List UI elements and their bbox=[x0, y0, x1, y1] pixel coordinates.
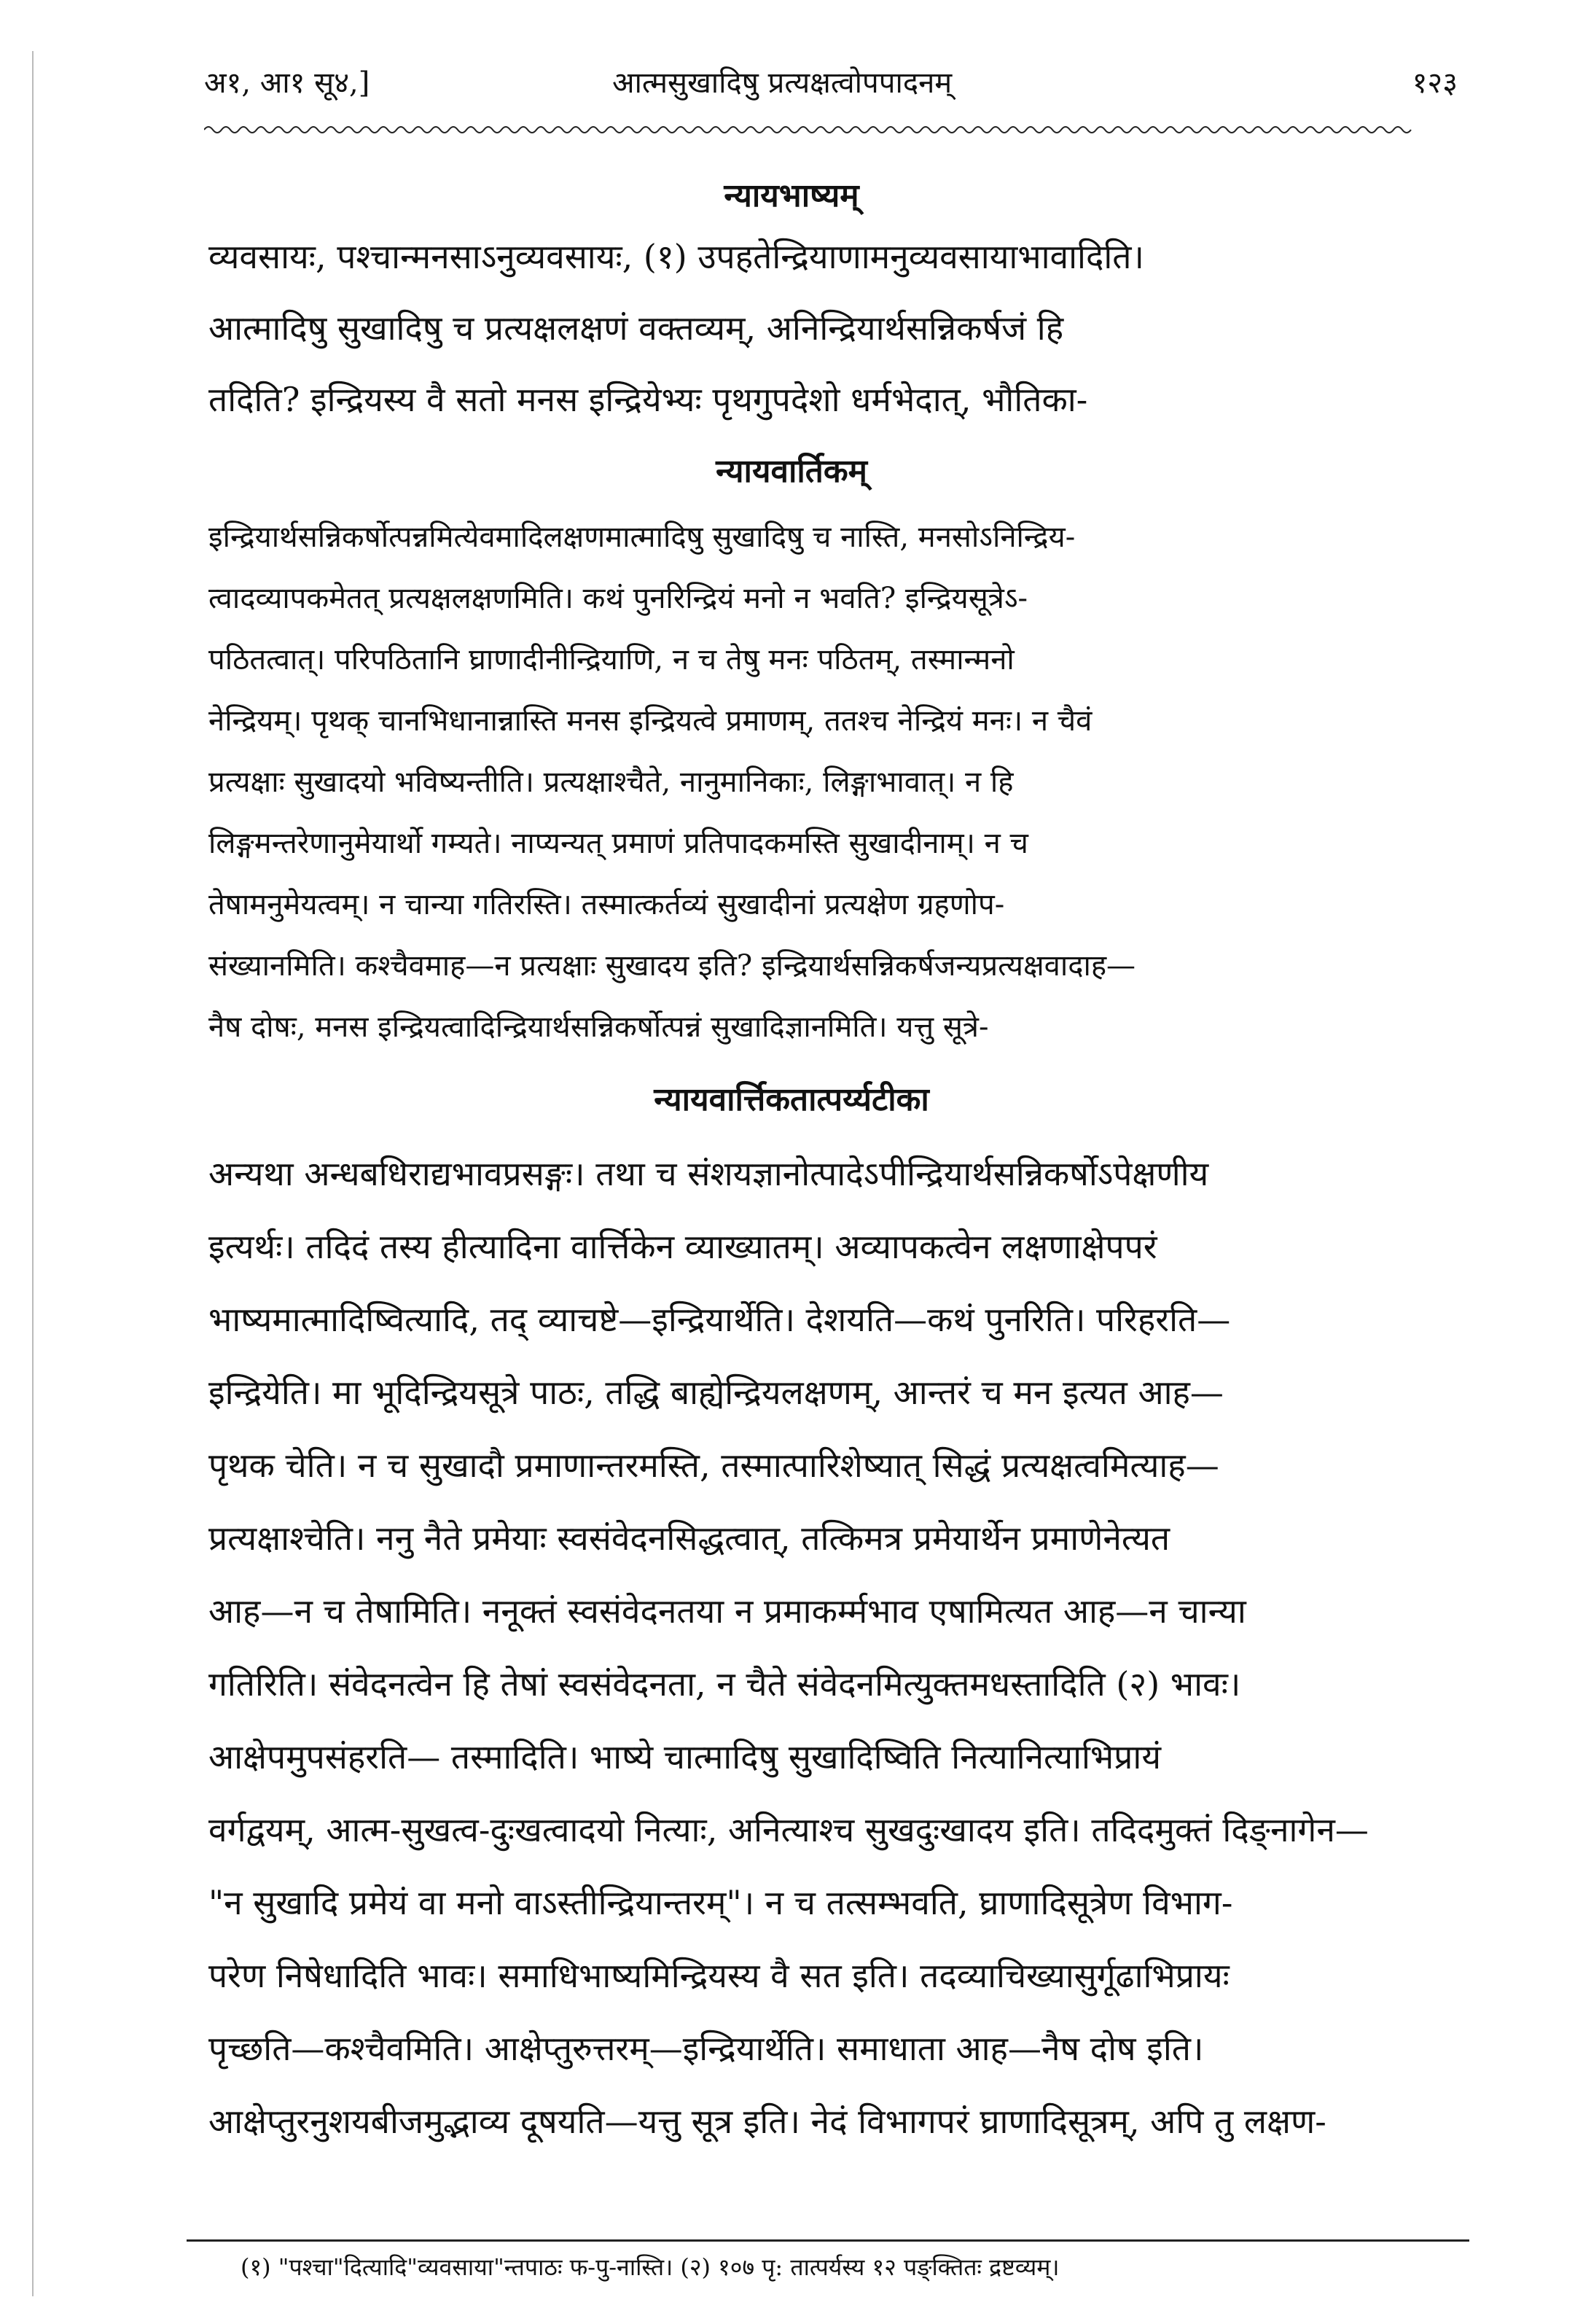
tika-line: इत्यर्थः। तदिदं तस्य हीत्यादिना वार्त्तिकेन व्याख्यातम्। अव्यापकत्वेन लक्षणाक्षेपपरं bbox=[208, 1227, 1157, 1266]
tika-line: पृच्छति—कश्चैवमिति। आक्षेप्तुरुत्तरम्—इन्द्रियार्थेति। समाधाता आह—नैष दोष इति। bbox=[208, 2029, 1204, 2068]
vartika-line: तेषामनुमेयत्वम्। न चान्या गतिरस्ति। तस्मात्कर्तव्यं सुखादीनां प्रत्यक्षेण ग्रहणोप- bbox=[208, 888, 1005, 921]
vartika-line: प्रत्यक्षाः सुखादयो भविष्यन्तीति। प्रत्यक्षाश्चैते, नानुमानिकाः, लिङ्गाभावात्। न हि bbox=[208, 765, 1014, 799]
vartika-line: नेन्द्रियम्। पृथक् चानभिधानान्नास्ति मनस इन्द्रियत्वे प्रमाणम्, ततश्च नेन्द्रियं मनः। न चैवं bbox=[208, 704, 1093, 738]
bhashya-line: व्यवसायः, पश्चान्मनसाऽनुव्यवसायः, (१) उपहतेन्द्रियाणामनुव्यवसायाभावादिति। bbox=[208, 237, 1144, 276]
tika-line: भाष्यमात्मादिष्वित्यादि, तद् व्याचष्टे—इन्द्रियार्थेति। देशयति—कथं पुनरिति। परिहरति— bbox=[208, 1300, 1231, 1339]
tika-line: गतिरिति। संवेदनत्वेन हि तेषां स्वसंवेदनता, न चैते संवेदनमित्युक्तमधस्तादिति (२) भावः। bbox=[208, 1664, 1241, 1704]
bhashya-line: आत्मादिषु सुखादिषु च प्रत्यक्षलक्षणं वक्तव्यम्, अनिन्द्रियार्थसन्निकर्षजं हि bbox=[208, 308, 1064, 348]
vartika-line: त्वादव्यापकमेतत् प्रत्यक्षलक्षणमिति। कथं पुनरिन्द्रियं मनो न भवति? इन्द्रियसूत्रेऽ- bbox=[208, 582, 1028, 615]
header-chapter-ref: अ१, आ१ सू४,] bbox=[204, 66, 370, 100]
scan-binding-edge bbox=[32, 51, 34, 2296]
vartika-line: संख्यानमिति। कश्चैवमाह—न प्रत्यक्षाः सुखादय इति? इन्द्रियार्थसन्निकर्षजन्यप्रत्यक्षवादाह— bbox=[208, 949, 1136, 983]
vartika-line: नैष दोषः, मनस इन्द्रियत्वादिन्द्रियार्थसन्निकर्षोत्पन्नं सुखादिज्ञानमिति। यत्तु सूत्रे- bbox=[208, 1010, 989, 1044]
bhashya-line: तदिति? इन्द्रियस्य वै सतो मनस इन्द्रियेभ्यः पृथगुपदेशो धर्मभेदात्, भौतिका- bbox=[208, 380, 1088, 419]
tika-line: आह—न च तेषामिति। ननूक्तं स्वसंवेदनतया न प्रमाकर्म्मभाव एषामित्यत आह—न चान्या bbox=[208, 1591, 1246, 1631]
tika-line: पृथक चेति। न च सुखादौ प्रमाणान्तरमस्ति, तस्मात्पारिशेष्यात् सिद्धं प्रत्यक्षत्वमित्याह— bbox=[208, 1446, 1219, 1485]
vartika-line: इन्द्रियार्थसन्निकर्षोत्पन्नमित्येवमादिलक्षणमात्मादिषु सुखादिषु च नास्ति, मनसोऽनिन्द्रिय- bbox=[208, 520, 1076, 554]
tika-line: इन्द्रियेति। मा भूदिन्द्रियसूत्रे पाठः, तद्धि बाह्येन्द्रियलक्षणम्, आन्तरं च मन इत्यत आह— bbox=[208, 1373, 1224, 1412]
vartika-heading: न्यायवार्तिकम् bbox=[716, 453, 867, 490]
footnote: (१) "पश्चा"दित्यादि"व्यवसाया"न्तपाठः फ-पु-नास्ति। (२) १०७ पृ: तात्पर्यस्य १२ पङ्क्तितः द्रष्टव्यम्। bbox=[241, 2253, 1060, 2281]
tika-line: "न सुखादि प्रमेयं वा मनो वाऽस्तीन्द्रियान्तरम्"। न च तत्सम्भवति, घ्राणादिसूत्रेण विभाग- bbox=[208, 1883, 1233, 1922]
header-wavy-rule bbox=[204, 122, 1472, 137]
tika-line: आक्षेप्तुरनुशयबीजमुद्भाव्य दूषयति—यत्तु सूत्र इति। नेदं विभागपरं घ्राणादिसूत्रम्, अपि तु लक्षण- bbox=[208, 2102, 1326, 2141]
running-header bbox=[204, 61, 1458, 114]
tika-heading: न्यायवार्त्तिकतात्पर्य्यटीका bbox=[654, 1081, 929, 1118]
vartika-line: पठितत्वात्। परिपठितानि घ्राणादीनीन्द्रियाणि, न च तेषु मनः पठितम्, तस्मान्मनो bbox=[208, 643, 1015, 676]
tika-line: अन्यथा अन्धबधिराद्यभावप्रसङ्गः। तथा च संशयज्ञानोत्पादेऽपीन्द्रियार्थसन्निकर्षोऽपेक्षणीय bbox=[208, 1154, 1209, 1193]
tika-line: प्रत्यक्षाश्चेति। ननु नैते प्रमेयाः स्वसंवेदनसिद्धत्वात्, तत्किमत्र प्रमेयार्थेन प्रमाणेनेत्यत bbox=[208, 1518, 1170, 1558]
footnote-divider bbox=[187, 2239, 1469, 2242]
bhashya-heading: न्यायभाष्यम् bbox=[724, 177, 859, 214]
tika-line: परेण निषेधादिति भावः। समाधिभाष्यमिन्द्रियस्य वै सत इति। तदव्याचिख्यासुर्गूढाभिप्रायः bbox=[208, 1956, 1230, 1995]
tika-line: वर्गद्वयम्, आत्म-सुखत्व-दुःखत्वादयो नित्याः, अनित्याश्च सुखदुःखादय इति। तदिदमुक्तं दिङ्नागेन— bbox=[208, 1810, 1369, 1849]
page-number: १२३ bbox=[1412, 66, 1458, 100]
vartika-line: लिङ्गमन्तरेणानुमेयार्थो गम्यते। नाप्यन्यत् प्रमाणं प्रतिपादकमस्ति सुखादीनाम्। न च bbox=[208, 827, 1028, 860]
tika-line: आक्षेपमुपसंहरति— तस्मादिति। भाष्ये चात्मादिषु सुखादिष्विति नित्यानित्याभिप्रायं bbox=[208, 1737, 1162, 1777]
header-title: आत्मसुखादिषु प्रत्यक्षत्वोपपादनम् bbox=[612, 66, 953, 100]
